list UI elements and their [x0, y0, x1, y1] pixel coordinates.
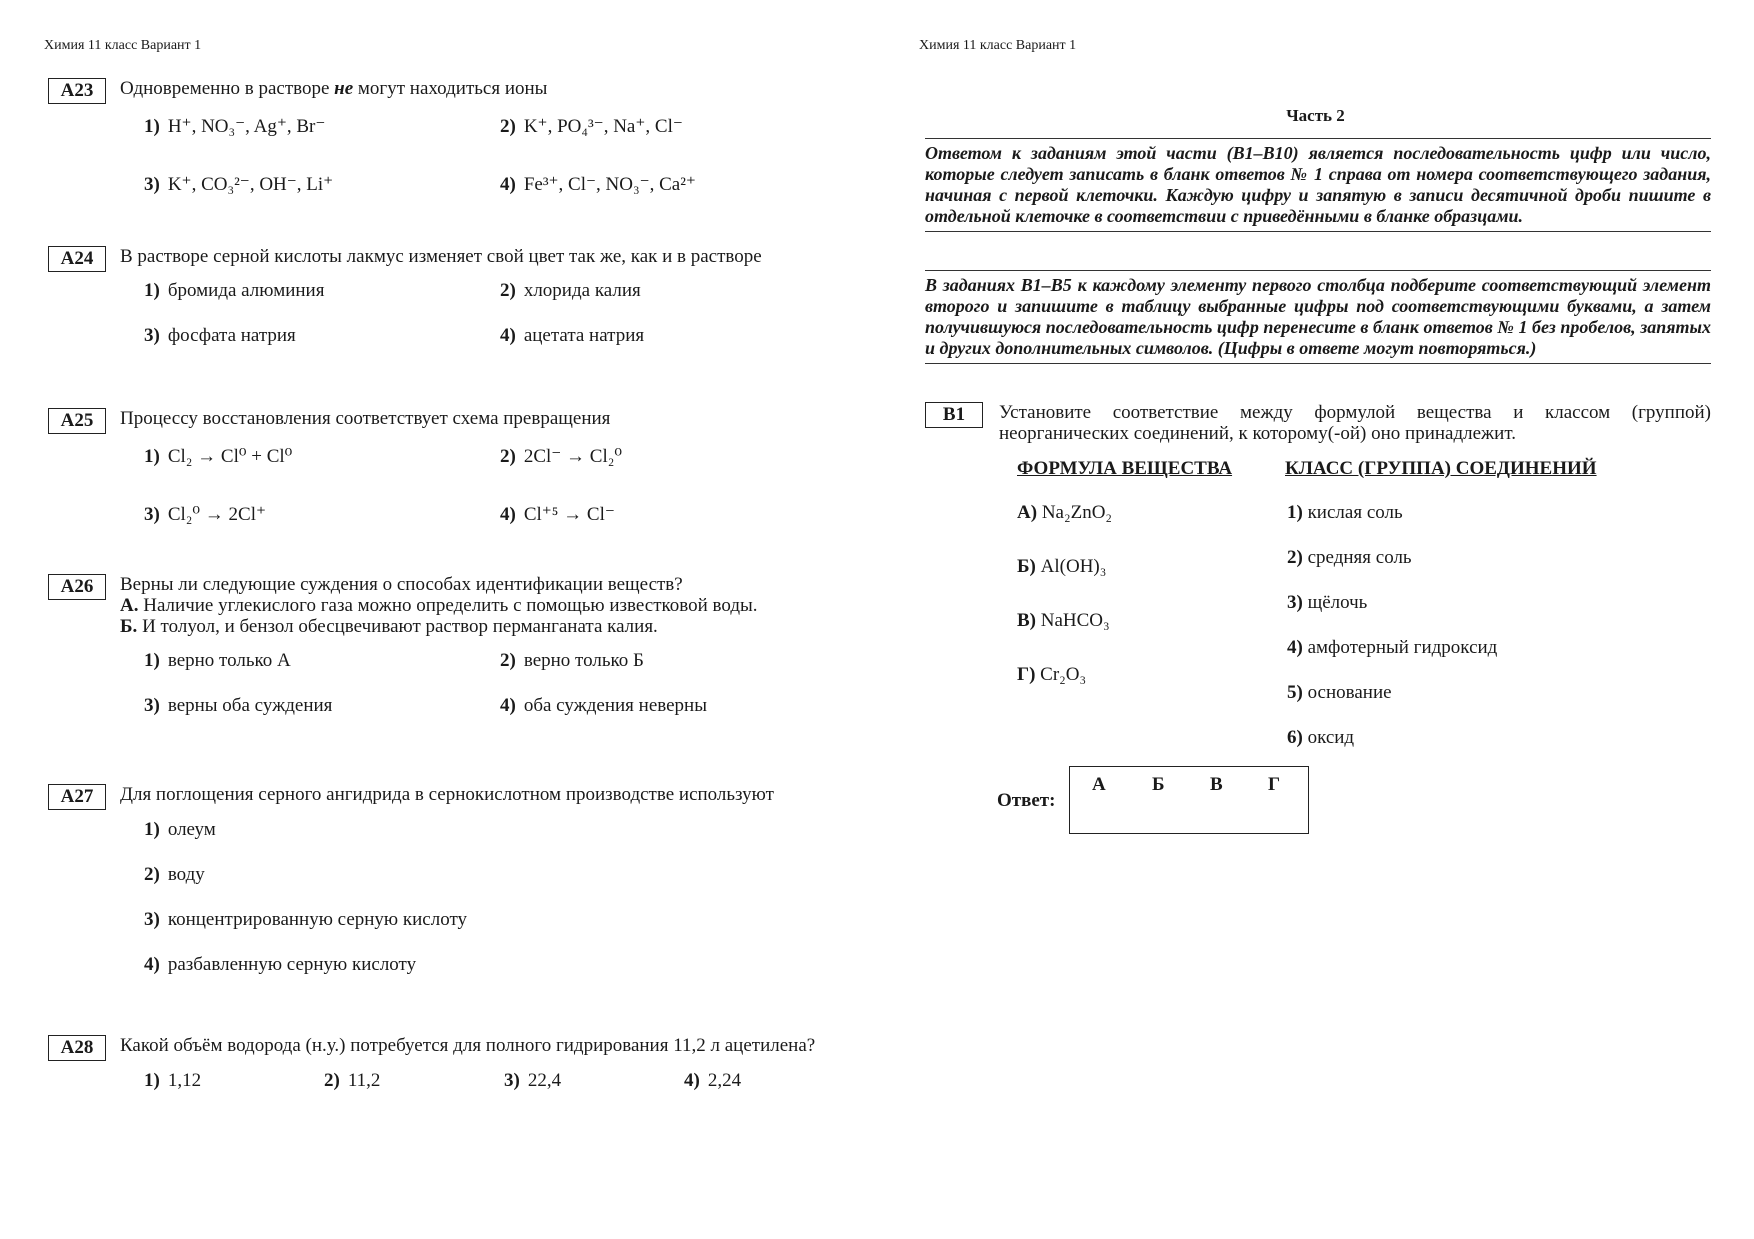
formula-item: В) NaHCO₃ — [1017, 610, 1110, 631]
option-1[interactable]: 1) олеум — [144, 819, 216, 840]
class-item: 4) амфотерный гидроксид — [1287, 637, 1498, 658]
question-text: Верны ли следующие суждения о способах идентификации веществ? А. Наличие углекислого газа можно определить с помощью известковой воды. Б. И толуол, и бензол обесцвечивают раствор перманганата калия. — [120, 574, 838, 637]
option-4[interactable]: 4) 2,24 — [684, 1070, 742, 1091]
class-item: 6) оксид — [1287, 727, 1355, 748]
statement-b: Б. И толуол, и бензол обесцвечивают раствор перманганата калия. — [120, 616, 658, 637]
options — [144, 650, 838, 740]
answer-col-a: А — [1092, 774, 1106, 795]
question-text: В растворе серной кислоты лакмус изменяет свой цвет так же, как и в растворе — [120, 246, 762, 267]
option-3[interactable]: 3) 22,4 — [504, 1070, 562, 1091]
option-1[interactable]: 1) верно только А — [144, 650, 291, 671]
options — [144, 1070, 838, 1115]
part-instructions: Ответом к заданиям этой части (В1–В10) является последовательность цифр или число, которые следует записать в бланк ответов № 1 справа от номера соответствующего задания, начиная с первой клеточки. Каждую цифру и запятую в записи десятичной дроби пишите в отдельной клеточке в соответствии с приведёнными в бланке образцами. — [925, 138, 1711, 232]
option-3[interactable]: 3) концентрированную серную кислоту — [144, 909, 467, 930]
task-a23 — [48, 78, 838, 219]
question-text: Процессу восстановления соответствует схема превращения — [120, 408, 611, 429]
question-text: Для поглощения серного ангидрида в сернокислотном производстве используют — [120, 784, 774, 805]
task-a25 — [48, 408, 838, 549]
task-b1 — [925, 402, 1711, 444]
class-item: 1) кислая соль — [1287, 502, 1403, 523]
question-text: Одновременно в растворе не могут находиться ионы — [120, 78, 548, 99]
task-a24 — [48, 246, 838, 370]
option-4[interactable]: 4) Cl⁺⁵ → Cl⁻ — [500, 504, 615, 525]
option-1[interactable]: 1) 1,12 — [144, 1070, 202, 1091]
option-3[interactable]: 3) фосфата натрия — [144, 325, 296, 346]
column-title-class: КЛАСС (ГРУППА) СОЕДИНЕНИЙ — [1285, 458, 1597, 479]
formula-item: Г) Cr₂O₃ — [1017, 664, 1087, 685]
statement-a: А. Наличие углекислого газа можно определить с помощью известковой воды. — [120, 595, 758, 616]
answer-col-g: Г — [1268, 774, 1281, 795]
option-1[interactable]: 1) бромида алюминия — [144, 280, 325, 301]
column-title-formula: ФОРМУЛА ВЕЩЕСТВА — [1017, 458, 1233, 479]
class-item: 5) основание — [1287, 682, 1392, 703]
question-text: Какой объём водорода (н.у.) потребуется для полного гидрирования 11,2 л ацетилена? — [120, 1035, 816, 1056]
right-page — [877, 0, 1754, 1239]
option-3[interactable]: 3) верны оба суждения — [144, 695, 333, 716]
page-header: Химия 11 класс Вариант 1 — [44, 38, 202, 53]
class-item: 2) средняя соль — [1287, 547, 1412, 568]
option-4[interactable]: 4) оба суждения неверны — [500, 695, 707, 716]
task-a26 — [48, 574, 838, 740]
options — [144, 280, 838, 370]
answer-table[interactable] — [1069, 766, 1309, 834]
option-4[interactable]: 4) разбавленную серную кислоту — [144, 954, 417, 975]
task-number: А26 — [48, 574, 106, 600]
option-4[interactable]: 4) Fe³⁺, Cl⁻, NO₃⁻, Ca²⁺ — [500, 174, 696, 195]
option-2[interactable]: 2) воду — [144, 864, 205, 885]
answer-col-b: Б — [1152, 774, 1165, 795]
option-2[interactable]: 2) верно только Б — [500, 650, 644, 671]
matching-instructions: В заданиях В1–В5 к каждому элементу первого столбца подберите соответствующий элемент второго и запишите в таблицу выбранные цифры под соответствующими буквами, а затем получившуюся последовательность цифр перенесите в бланк ответов № 1 без пробелов, запятых и других дополнительных символов. (Цифры в ответе могут повторяться.) — [925, 270, 1711, 364]
option-3[interactable]: 3) Cl₂⁰ → 2Cl⁺ — [144, 504, 267, 525]
task-number: А23 — [48, 78, 106, 104]
option-2[interactable]: 2) 2Cl⁻ → Cl₂⁰ — [500, 446, 623, 467]
task-number: А28 — [48, 1035, 106, 1061]
task-number: А25 — [48, 408, 106, 434]
option-2[interactable]: 2) K⁺, PO₄³⁻, Na⁺, Cl⁻ — [500, 116, 683, 137]
option-2[interactable]: 2) хлорида калия — [500, 280, 641, 301]
task-a28 — [48, 1035, 838, 1115]
option-1[interactable]: 1) Cl₂ → Cl⁰ + Cl⁰ — [144, 446, 293, 467]
question-text: Установите соответствие между формулой вещества и классом (группой) неорганических соединений, к которому(-ой) оно принадлежит. — [999, 402, 1711, 444]
answer-label: Ответ: — [997, 790, 1056, 811]
option-2[interactable]: 2) 11,2 — [324, 1070, 381, 1091]
option-1[interactable]: 1) H⁺, NO₃⁻, Ag⁺, Br⁻ — [144, 116, 326, 137]
option-4[interactable]: 4) ацетата натрия — [500, 325, 645, 346]
part-title: Часть 2 — [1286, 106, 1345, 125]
answer-col-v: В — [1210, 774, 1223, 795]
task-a27 — [48, 784, 838, 999]
options — [144, 819, 838, 999]
options — [144, 446, 838, 549]
page-header: Химия 11 класс Вариант 1 — [919, 38, 1077, 53]
task-number: А27 — [48, 784, 106, 810]
class-item: 3) щёлочь — [1287, 592, 1368, 613]
task-number: А24 — [48, 246, 106, 272]
formula-item: Б) Al(OH)₃ — [1017, 556, 1107, 577]
options — [144, 116, 838, 219]
option-3[interactable]: 3) K⁺, CO₃²⁻, OH⁻, Li⁺ — [144, 174, 334, 195]
formula-item: А) Na₂ZnO₂ — [1017, 502, 1113, 523]
task-number: В1 — [925, 402, 983, 428]
